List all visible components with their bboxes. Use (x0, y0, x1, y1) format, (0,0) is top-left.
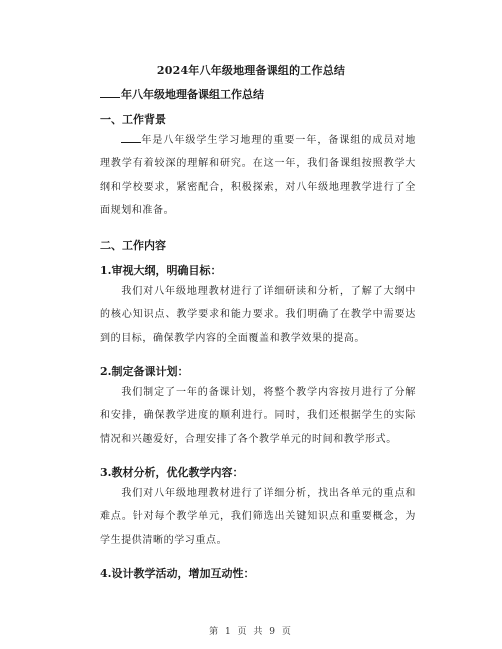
paragraph-text: 我们对八年级地理教材进行了详细研读和分析，了解了大纲中的核心知识点、教学要求和能力要求。我们明确了在教学中需要达到的目标，确保教学内容的全面覆盖和教学效果的提高。 (100, 286, 416, 344)
section-paragraph-background (100, 129, 416, 222)
blank-underline (121, 132, 141, 143)
document-title: 2024年八年级地理备课组的工作总结 (156, 64, 346, 77)
paragraph-text: 年是八年级学生学习地理的重要一年，备课组的成员对地理教学有着较深的理解和研究。在这一年，我们备课组按照教学大纲和学校要求，紧密配合，积极探索，对八年级地理教学进行了全面规划和准备。 (100, 135, 416, 216)
item-heading-4: 4.设计教学活动，增加互动性： (100, 567, 255, 580)
section-heading-background: 一、工作背景 (100, 113, 166, 126)
item-paragraph-3 (100, 482, 416, 552)
section-heading-content: 二、工作内容 (100, 239, 166, 252)
item-heading-3: 3.教材分析，优化教学内容： (100, 466, 244, 479)
item-heading-1: 1.审视大纲，明确目标： (100, 264, 222, 277)
item-heading-2: 2.制定备课计划： (100, 365, 189, 378)
blank-underline (100, 87, 120, 98)
document-subtitle (100, 86, 264, 102)
page-number-footer: 第 1 页 共 9 页 (209, 627, 293, 637)
item-paragraph-1 (100, 280, 416, 350)
subtitle-text: 年八年级地理备课组工作总结 (121, 88, 264, 101)
paragraph-text: 我们对八年级地理教材进行了详细分析，找出各单元的重点和难点。针对每个教学单元，我们筛选出关键知识点和重要概念，为学生提供清晰的学习重点。 (100, 488, 416, 546)
paragraph-text: 我们制定了一年的备课计划，将整个教学内容按月进行了分解和安排，确保教学进度的顺利进行。同时，我们还根据学生的实际情况和兴趣爱好，合理安排了各个教学单元的时间和教学形式。 (100, 387, 416, 445)
item-paragraph-2 (100, 381, 416, 451)
